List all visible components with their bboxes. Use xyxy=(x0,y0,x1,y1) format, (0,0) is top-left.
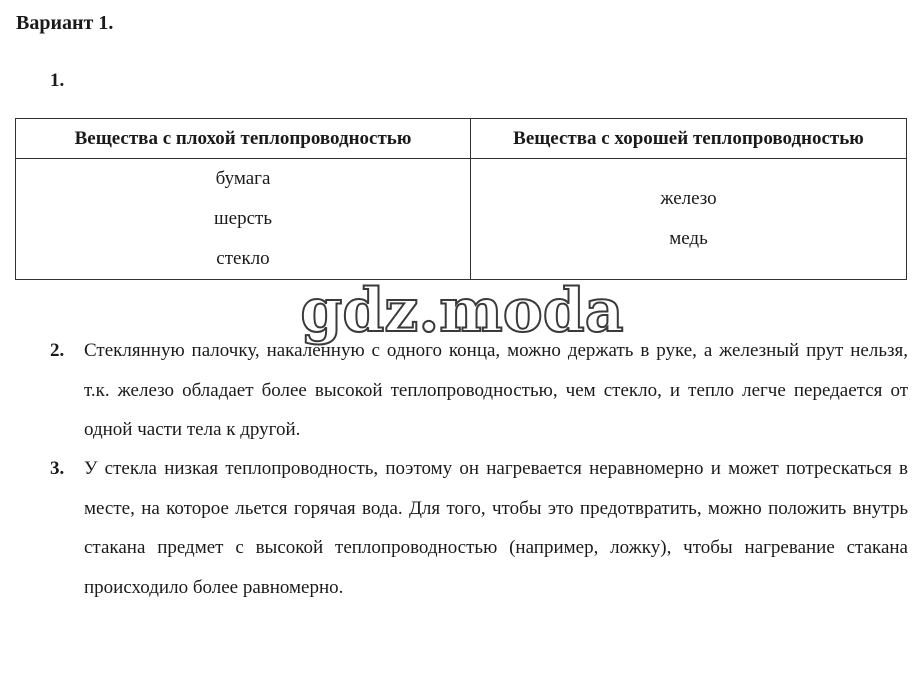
table-header-row xyxy=(16,119,907,159)
answer-number: 2. xyxy=(50,340,65,361)
header-poor-conductivity: Вещества с плохой теплопроводностью xyxy=(16,119,471,159)
list-item: стекло xyxy=(216,248,270,269)
answer-text: Стеклянную палочку, накаленную с одного конца, можно держать в руке, а железный прут нельзя, т.к. железо обладает более высокой теплопроводностью, чем стекло, и тепло легче передается от одной части тела к другой. xyxy=(84,340,908,440)
watermark-logo: gdz.moda xyxy=(300,276,624,346)
variant-heading: Вариант 1. xyxy=(16,12,114,34)
table-row xyxy=(16,159,907,280)
answer-3 xyxy=(50,449,908,607)
answer-number: 3. xyxy=(50,458,65,479)
task-1-number: 1. xyxy=(50,70,65,91)
list-item: шерсть xyxy=(214,208,272,229)
good-conductors-cell xyxy=(471,159,907,280)
list-item: железо xyxy=(660,188,717,209)
conductivity-table xyxy=(15,118,907,280)
answer-2 xyxy=(50,331,908,450)
answer-text: У стекла низкая теплопроводность, поэтому он нагревается неравномерно и может потрескаться в месте, на которое льется горячая вода. Для того, чтобы это предотвратить, можно положить внутрь стакана предмет с высокой теплопроводностью (например, ложку), чтобы нагревание стакана происходило более равномерно. xyxy=(84,458,908,598)
list-item: бумага xyxy=(215,168,271,189)
header-good-conductivity: Вещества с хорошей теплопроводностью xyxy=(471,119,907,159)
list-item: медь xyxy=(669,228,708,249)
poor-conductors-cell xyxy=(16,159,471,280)
